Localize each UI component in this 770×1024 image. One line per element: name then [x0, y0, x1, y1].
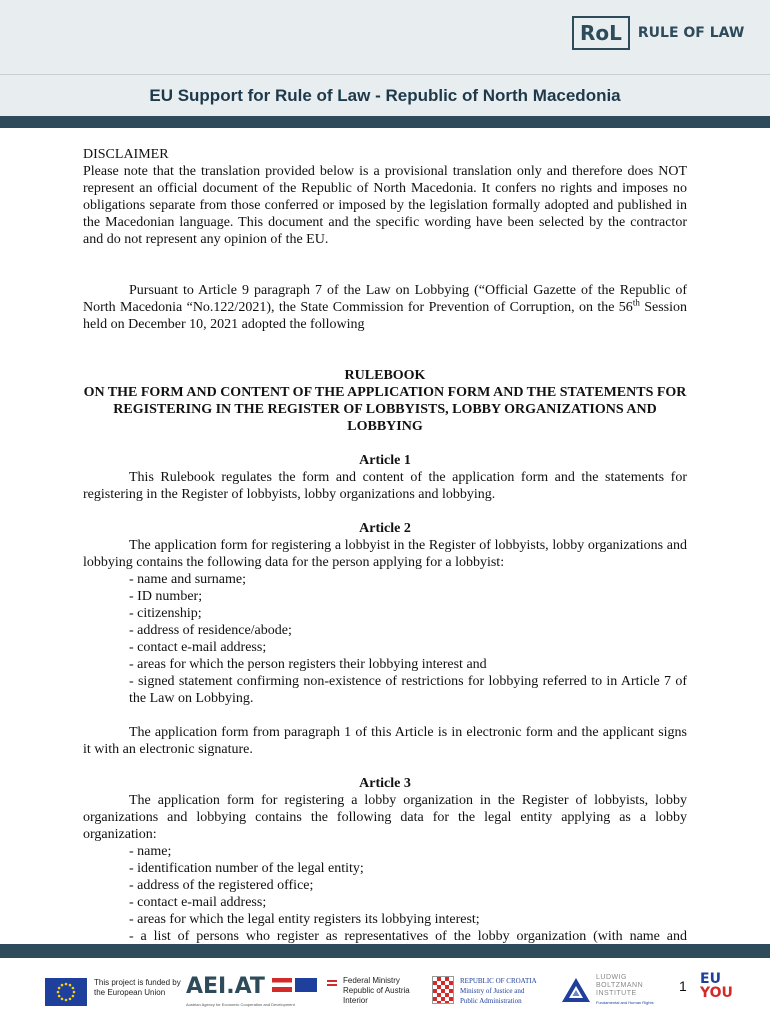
rol-logo-text: RULE OF LAW	[637, 25, 745, 41]
lbi-subtitle: Fundamental and Human Rights	[596, 1000, 654, 1005]
list-item: - areas for which the person registers their lobbying interest and	[129, 657, 487, 672]
list-item: - contact e-mail address;	[129, 640, 267, 655]
list-item: - a list of persons who register as representatives of the lobby organization (with name and	[129, 929, 687, 944]
list-item: - ID number;	[129, 589, 203, 604]
bmi-flag-icon	[327, 980, 337, 986]
eu-mini-flag-icon	[295, 978, 317, 992]
rol-logo	[572, 16, 744, 50]
article-1-text: This Rulebook regulates the form and content of the application form and the statements for registering in the Register of lobbyists, lobby organizations and lobbying.	[83, 470, 687, 502]
header-bar	[0, 116, 770, 128]
header-divider	[0, 74, 770, 75]
rol-logo-mark: RoL	[572, 16, 630, 50]
article-2-list	[83, 571, 687, 707]
article-2-title: Article 2	[359, 521, 411, 536]
list-item: - name and surname;	[129, 572, 247, 587]
page-header	[0, 0, 770, 120]
article-2-text: The application form for registering a lobbyist in the Register of lobbyists, lobby organizations and lobbying contains the following data for the person applying for a lobbyist:	[83, 538, 687, 570]
list-item: - identification number of the legal entity;	[129, 861, 364, 876]
list-item: - signed statement confirming non-existence of restrictions for lobbying referred to in Article 7 of the Law on Lobbying.	[129, 674, 687, 706]
list-item: - areas for which the legal entity registers its lobbying interest;	[129, 912, 480, 927]
lbi-logo-text: LUDWIG BOLTZMANN INSTITUTE	[596, 974, 644, 997]
document-body	[83, 146, 687, 962]
disclaimer-heading: DISCLAIMER	[83, 147, 169, 162]
article-3-title: Article 3	[359, 776, 411, 791]
disclaimer-text: Please note that the translation provided below is a provisional translation only and therefore does NOT represent an official document of the Republic of North Macedonia. It confers no rights and imposes no obligations separate from those conferred or imposed by the legislation formally adopted and published in the Macedonian language. This document and the specific wording have been selected by the contractor and do not represent any opinion of the EU.	[83, 164, 687, 247]
page-number: 1	[679, 978, 687, 994]
rulebook-title: RULEBOOK	[344, 368, 426, 383]
page-footer	[0, 958, 770, 1024]
aei-subtitle: Austrian Agency for Economic Cooperation and Development	[186, 1002, 295, 1007]
aei-logo: AEI.AT	[186, 974, 265, 999]
bmi-logo-text: Federal Ministry Republic of Austria Interior	[343, 976, 410, 1005]
list-item: - name;	[129, 844, 172, 859]
eu-funding-text: This project is funded by the European Union	[94, 978, 181, 997]
footer-bar	[0, 944, 770, 958]
list-item: - citizenship;	[129, 606, 202, 621]
eu-for-you-logo: EU YOU	[700, 971, 733, 1001]
article-3-text: The application form for registering a lobby organization in the Register of lobbyists, lobby organizations and lobbying contains the following data for the legal entity applying as a lobby organization:	[83, 793, 687, 842]
eu-flag-icon	[45, 978, 87, 1006]
article-1-title: Article 1	[359, 453, 411, 468]
page-title: EU Support for Rule of Law - Republic of North Macedonia	[149, 86, 621, 105]
croatia-ministry-text: REPUBLIC OF CROATIA Ministry of Justice and Public Administration	[460, 977, 537, 1005]
list-item: - contact e-mail address;	[129, 895, 267, 910]
lbi-logo-icon	[560, 976, 592, 1009]
list-item: - address of the registered office;	[129, 878, 314, 893]
list-item: - address of residence/abode;	[129, 623, 292, 638]
croatia-coat-of-arms-icon	[432, 976, 454, 1004]
rulebook-subtitle: ON THE FORM AND CONTENT OF THE APPLICATION FORM AND THE STATEMENTS FOR REGISTERING IN THE REGISTER OF LOBBYISTS, LOBBY ORGANIZATIONS AND LOBBYING	[83, 385, 687, 434]
article-2-paragraph-2: The application form from paragraph 1 of this Article is in electronic form and the applicant signs it with an electronic signature.	[83, 725, 687, 757]
preamble: Pursuant to Article 9 paragraph 7 of the Law on Lobbying (“Official Gazette of the Republic of North Macedonia “No.122/2021), the State Commission for Prevention of Corruption, on the 56th Session held on December 10, 2021 adopted the following	[83, 283, 687, 332]
austria-flag-icon	[272, 978, 292, 992]
